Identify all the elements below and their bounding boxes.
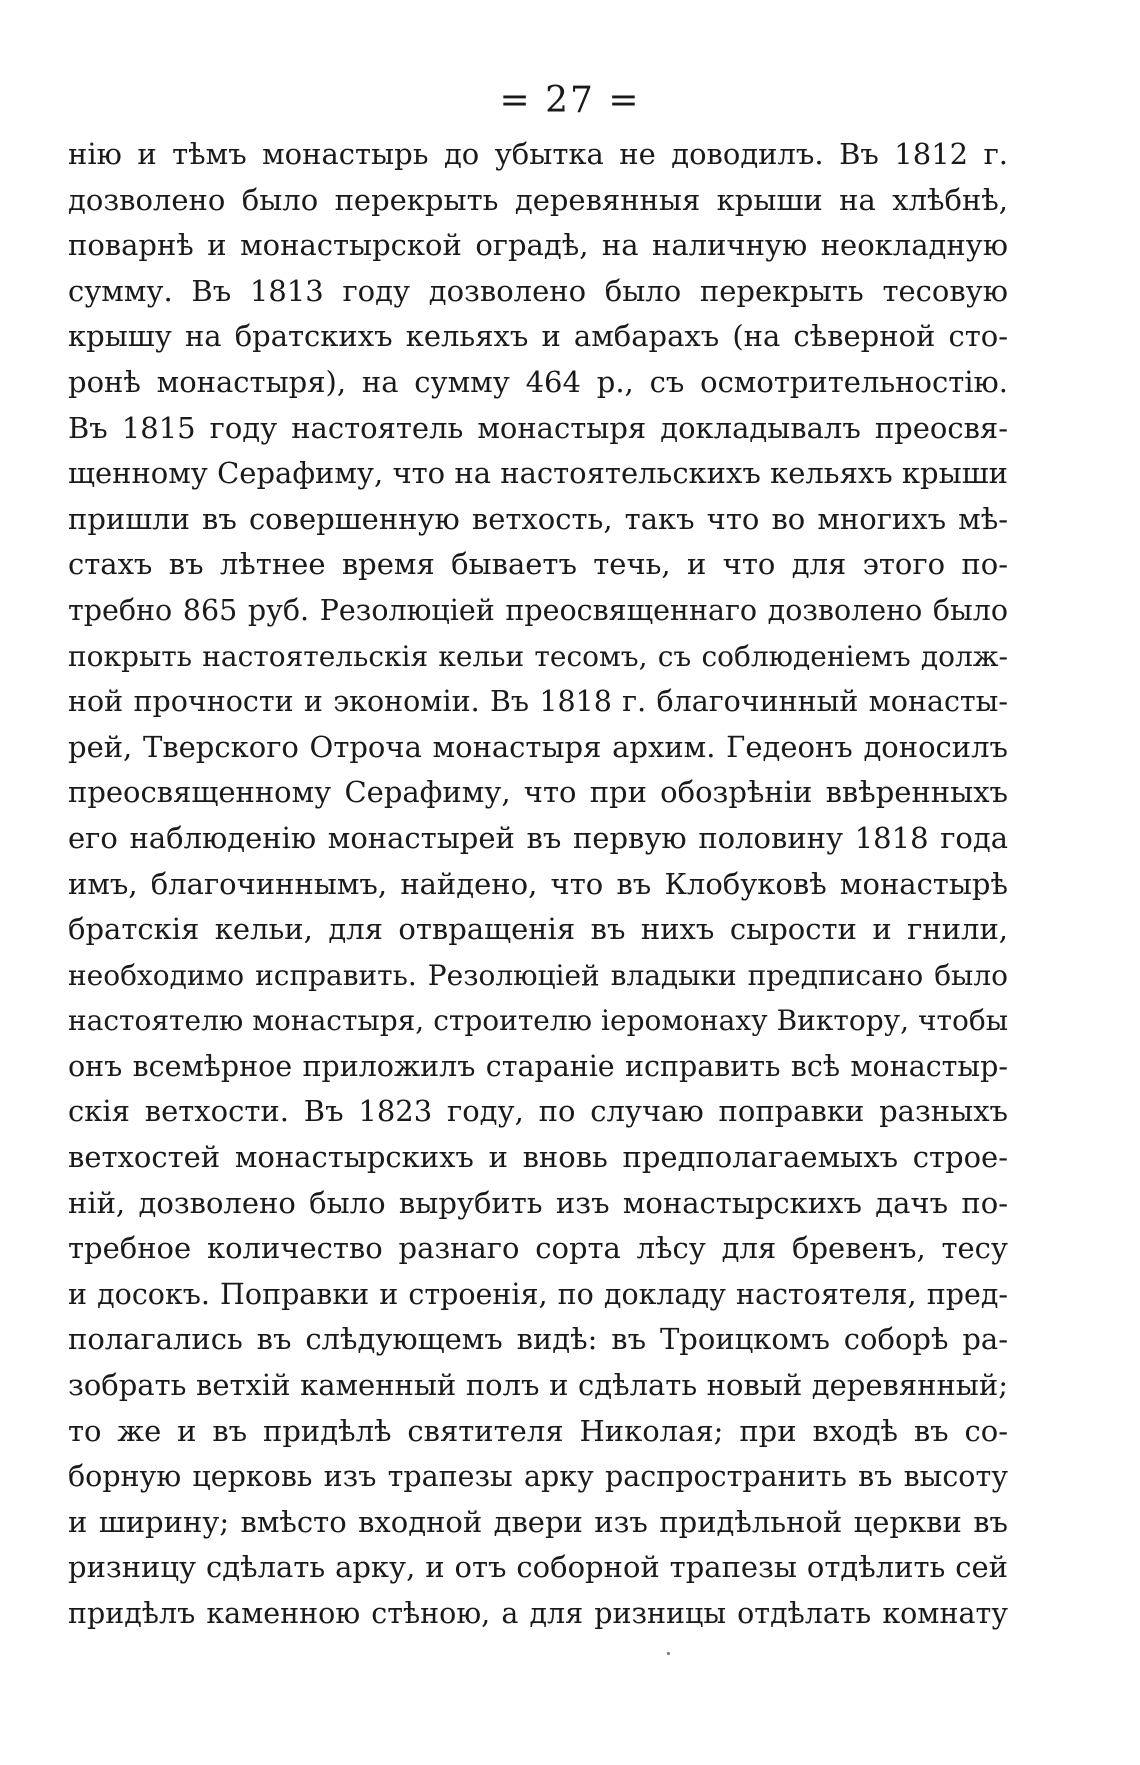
text-line: ной прочности и экономіи. Въ 1818 г. благочинный монасты-	[68, 685, 1008, 719]
text-line: его наблюденію монастырей въ первую половину 1818 года	[68, 820, 1008, 855]
text-line: ній, дозволено было вырубить изъ монастырскихъ дачъ по-	[68, 1185, 1008, 1220]
text-line: и ширину; вмѣсто входной двери изъ придѣльной церкви въ	[68, 1504, 1008, 1539]
text-line: придѣлъ каменною стѣною, а для ризницы отдѣлать комнату	[68, 1597, 1008, 1630]
text-line: имъ, благочиннымъ, найдено, что въ Клобуковѣ монастырѣ	[68, 866, 1008, 901]
text-line: рей, Тверского Отроча монастыря архим. Гедеонъ доносилъ	[68, 729, 1008, 764]
text-line: поварнѣ и монастырской оградѣ, на наличную неокладную	[68, 228, 1008, 263]
text-line: ризницу сдѣлать арку, и отъ соборной трапезы отдѣлить сей	[68, 1550, 1008, 1585]
text-line: щенному Серафиму, что на настоятельскихъ кельяхъ крыши	[68, 456, 1008, 491]
text-line: требно 865 руб. Резолюціей преосвященнаго дозволено было	[68, 593, 1008, 627]
text-line: настоятелю монастыря, строителю іеромонаху Виктору, чтобы	[68, 1004, 1008, 1038]
text-line: пришли въ совершенную ветхость, такъ что во многихъ мѣ-	[68, 501, 1008, 536]
text-line: ронѣ монастыря), на сумму 464 р., съ осмотрительностію.	[68, 364, 1008, 399]
text-line: онъ всемѣрное приложилъ стараніе исправить всѣ монастыр-	[68, 1049, 1008, 1083]
text-line: дозволено было перекрыть деревянныя крыши на хлѣбнѣ,	[68, 182, 1008, 217]
page-number: = 27 =	[499, 80, 641, 121]
text-line: Въ 1815 году настоятель монастыря докладывалъ преосвя-	[68, 410, 1008, 445]
text-line: зобрать ветхій каменный полъ и сдѣлать новый деревянный;	[68, 1368, 1008, 1403]
text-line: скія ветхости. Въ 1823 году, по случаю поправки разныхъ	[68, 1094, 1008, 1129]
ink-speck	[667, 1652, 670, 1655]
text-line: то же и въ придѣлѣ святителя Николая; при входѣ въ со-	[68, 1413, 1008, 1448]
text-line: сумму. Въ 1813 году дозволено было перекрыть тесовую	[68, 273, 1008, 308]
text-line: братскія кельи, для отвращенія въ нихъ сырости и гнили,	[68, 912, 1008, 947]
text-line: стахъ въ лѣтнее время бываетъ течь, и что для этого по-	[68, 547, 1008, 582]
text-line: крышу на братскихъ кельяхъ и амбарахъ (на сѣверной сто-	[68, 319, 1008, 354]
text-line: необходимо исправить. Резолюціей владыки предписано было	[68, 958, 1008, 992]
text-line: и досокъ. Поправки и строенія, по докладу настоятеля, пред-	[68, 1277, 1008, 1311]
body-text	[68, 132, 1008, 1637]
text-line: полагались въ слѣдующемъ видѣ: въ Троицкомъ соборѣ ра-	[68, 1322, 1008, 1357]
text-line: нію и тѣмъ монастырь до убытка не доводилъ. Въ 1812 г.	[68, 137, 1008, 171]
text-line: покрыть настоятельскія кельи тесомъ, съ соблюденіемъ долж-	[68, 639, 1008, 673]
text-line: ветхостей монастырскихъ и вновь предполагаемыхъ строе-	[68, 1140, 1008, 1175]
text-line: борную церковь изъ трапезы арку распространить въ высоту	[68, 1460, 1008, 1494]
text-line: преосвященному Серафиму, что при обозрѣніи ввѣренныхъ	[68, 775, 1008, 810]
text-line: требное количество разнаго сорта лѣсу для бревенъ, тесу	[68, 1231, 1008, 1266]
